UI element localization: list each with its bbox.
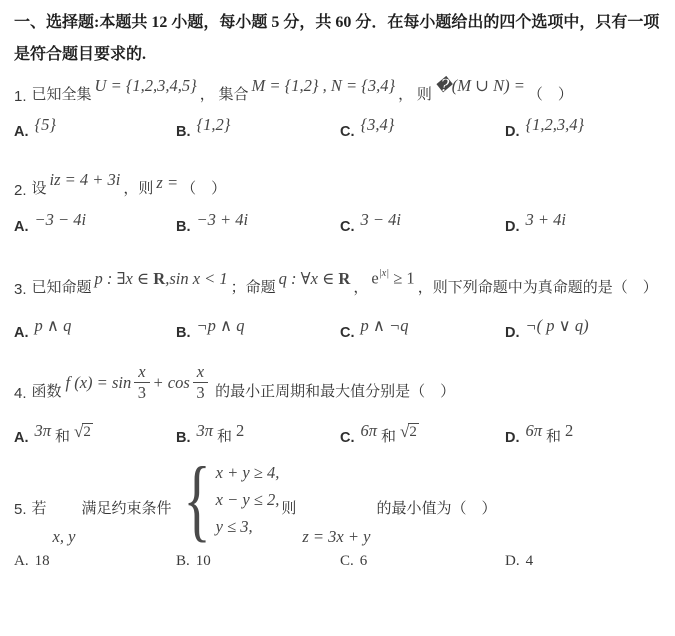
option-c [340, 210, 505, 236]
option-label: A. [14, 219, 29, 235]
option-value: {1,2,3,4} [525, 115, 585, 134]
question-4-number: 4. [14, 384, 27, 402]
option-c [340, 115, 505, 141]
formula-proposition-q [279, 268, 351, 289]
option-period: 6π [360, 420, 378, 440]
option-period: 6π [525, 420, 543, 440]
question-5-options [14, 552, 661, 570]
question-4 [14, 363, 661, 402]
answer-blank: （ ） [181, 181, 227, 197]
option-label: A. [14, 124, 29, 140]
question-4-options [14, 420, 661, 447]
option-value: ¬p ∧ q [196, 315, 245, 335]
option-b [176, 115, 340, 141]
option-period: 3π [34, 420, 52, 440]
formula-xy-variables: x, y [52, 526, 76, 546]
real-set-symbol: R [338, 268, 351, 288]
formula-z-equals: z = [156, 173, 179, 192]
fraction-denominator: 3 [196, 382, 205, 402]
option-label: C. [340, 124, 355, 140]
option-label: B. [176, 219, 191, 235]
question-5-text: 满足约束条件 [81, 500, 172, 517]
option-a [14, 315, 176, 342]
fraction-x-over-3 [134, 363, 149, 402]
option-d [505, 115, 661, 141]
question-5-text: 的最小值为（ ） [376, 500, 497, 517]
question-2-number: 2. [14, 182, 27, 199]
constraint-1: x + y ≥ 4, [215, 462, 280, 482]
option-label: C. [340, 219, 355, 235]
option-label: D. [505, 324, 520, 341]
question-5-text: 若 [31, 500, 47, 517]
question-4-text: 的最小正周期和最大值分别是（ ） [215, 383, 456, 400]
option-label: B. [176, 124, 191, 140]
sqrt-expression [74, 423, 93, 441]
formula-sets-mn: M = {1,2} , N = {3,4} [251, 76, 396, 95]
option-a [14, 420, 176, 447]
option-b [176, 210, 340, 236]
option-value: 6 [359, 552, 368, 569]
option-label: B. [176, 552, 190, 569]
question-3-text: ， [353, 279, 369, 296]
option-a [14, 115, 176, 141]
option-label: B. [176, 429, 191, 446]
option-value: 4 [525, 552, 534, 569]
option-label: C. [340, 429, 355, 446]
formula-iz: iz = 4 + 3i [49, 170, 121, 189]
formula-part: q : ∀x ∈ [278, 268, 339, 288]
constraint-2: x − y ≤ 2, [215, 489, 280, 509]
option-label: A. [14, 324, 29, 341]
question-1-text: 已知全集 [31, 87, 92, 103]
fraction-numerator: x [134, 363, 149, 383]
option-c [340, 552, 505, 570]
constraint-3: y ≤ 3, [215, 516, 253, 536]
option-and-text: 和 [546, 428, 562, 445]
fraction-numerator: x [193, 363, 208, 383]
option-label: D. [505, 429, 520, 446]
formula-part: ,sin x < 1 [165, 268, 228, 288]
option-c [340, 315, 505, 342]
option-max-value: 2 [565, 420, 574, 440]
sqrt-expression [400, 423, 419, 441]
option-max-value: 2 [236, 420, 245, 440]
option-and-text: 和 [381, 428, 397, 445]
option-b [176, 315, 340, 342]
left-brace-symbol: { [183, 448, 212, 550]
option-a [14, 552, 176, 570]
formula-complement-union: �(M ∪ N) = [434, 76, 525, 95]
option-b [176, 552, 340, 570]
question-1 [14, 76, 661, 105]
question-1-options [14, 115, 661, 141]
formula-part: + cos [152, 372, 190, 392]
option-d [505, 420, 661, 447]
formula-fx-trig [66, 363, 212, 402]
radical-sign: √ [74, 421, 84, 441]
option-label: D. [505, 124, 520, 140]
question-5 [14, 448, 661, 550]
option-a [14, 210, 176, 236]
question-2-text: 设 [31, 181, 47, 197]
option-label: B. [176, 324, 191, 341]
formula-part: ≥ 1 [389, 268, 415, 288]
option-value: 3 − 4i [360, 210, 401, 229]
question-3-text: ；命题 [230, 279, 276, 296]
radicand: 2 [83, 423, 91, 440]
constraint-lines [216, 459, 280, 540]
question-3-number: 3. [14, 280, 27, 298]
fraction-x-over-3 [193, 363, 208, 402]
option-b [176, 420, 340, 447]
question-5-text: 则 [281, 500, 297, 517]
section-header-line2: 是符合题目要求的. [14, 46, 147, 63]
question-2 [14, 170, 661, 199]
option-value: 10 [195, 552, 211, 569]
question-3 [14, 268, 661, 298]
option-value: 18 [34, 552, 50, 569]
option-value: {1,2} [196, 115, 231, 134]
option-label: C. [340, 324, 355, 341]
option-and-text: 和 [55, 428, 71, 445]
option-and-text: 和 [217, 428, 233, 445]
question-4-text: 函数 [31, 383, 62, 400]
formula-universal-set: U = {1,2,3,4,5} [94, 76, 197, 95]
option-value: {5} [34, 115, 56, 134]
question-1-text: ， 则 [398, 87, 432, 103]
option-label: A. [14, 552, 29, 569]
answer-blank: （ ） [527, 87, 573, 103]
option-c [340, 420, 505, 447]
question-2-text: ，则 [123, 181, 154, 197]
question-2-options [14, 210, 661, 236]
option-d [505, 552, 661, 570]
formula-part: p : ∃x ∈ [94, 268, 154, 288]
option-period: 3π [196, 420, 214, 440]
section-header-line1: 一、选择题:本题共 12 小题，每小题 5 分，共 60 分．在每小题给出的四个选项中，只有一项 [14, 14, 660, 31]
radical-sign: √ [400, 421, 410, 441]
question-3-text: 已知命题 [31, 279, 92, 296]
option-label: C. [340, 552, 354, 569]
option-d [505, 315, 661, 342]
constraint-system [175, 448, 280, 550]
option-label: D. [505, 219, 520, 235]
question-3-options [14, 315, 661, 342]
formula-part: e [371, 268, 379, 288]
question-5-number: 5. [14, 500, 27, 518]
superscript-abs-x: |x| [378, 268, 390, 279]
option-value: p ∧ ¬q [360, 315, 409, 335]
option-value: ¬( p ∨ q) [525, 315, 589, 335]
formula-objective-z: z = 3x + y [302, 526, 371, 546]
option-value: {3,4} [360, 115, 395, 134]
question-1-text: ， 集合 [199, 87, 249, 103]
radicand: 2 [409, 423, 417, 440]
option-value: p ∧ q [34, 315, 72, 335]
real-set-symbol: R [153, 268, 166, 288]
option-value: −3 − 4i [34, 210, 87, 229]
formula-exp-inequality [371, 264, 414, 289]
option-d [505, 210, 661, 236]
question-3-text: ，则下列命题中为真命题的是（ ） [417, 279, 658, 296]
option-value: 3 + 4i [525, 210, 566, 229]
question-1-number: 1. [14, 88, 27, 105]
option-label: D. [505, 552, 520, 569]
option-label: A. [14, 429, 29, 446]
option-value: −3 + 4i [196, 210, 249, 229]
fraction-denominator: 3 [137, 382, 146, 402]
formula-part: f (x) = sin [65, 372, 132, 392]
formula-proposition-p [95, 268, 228, 289]
